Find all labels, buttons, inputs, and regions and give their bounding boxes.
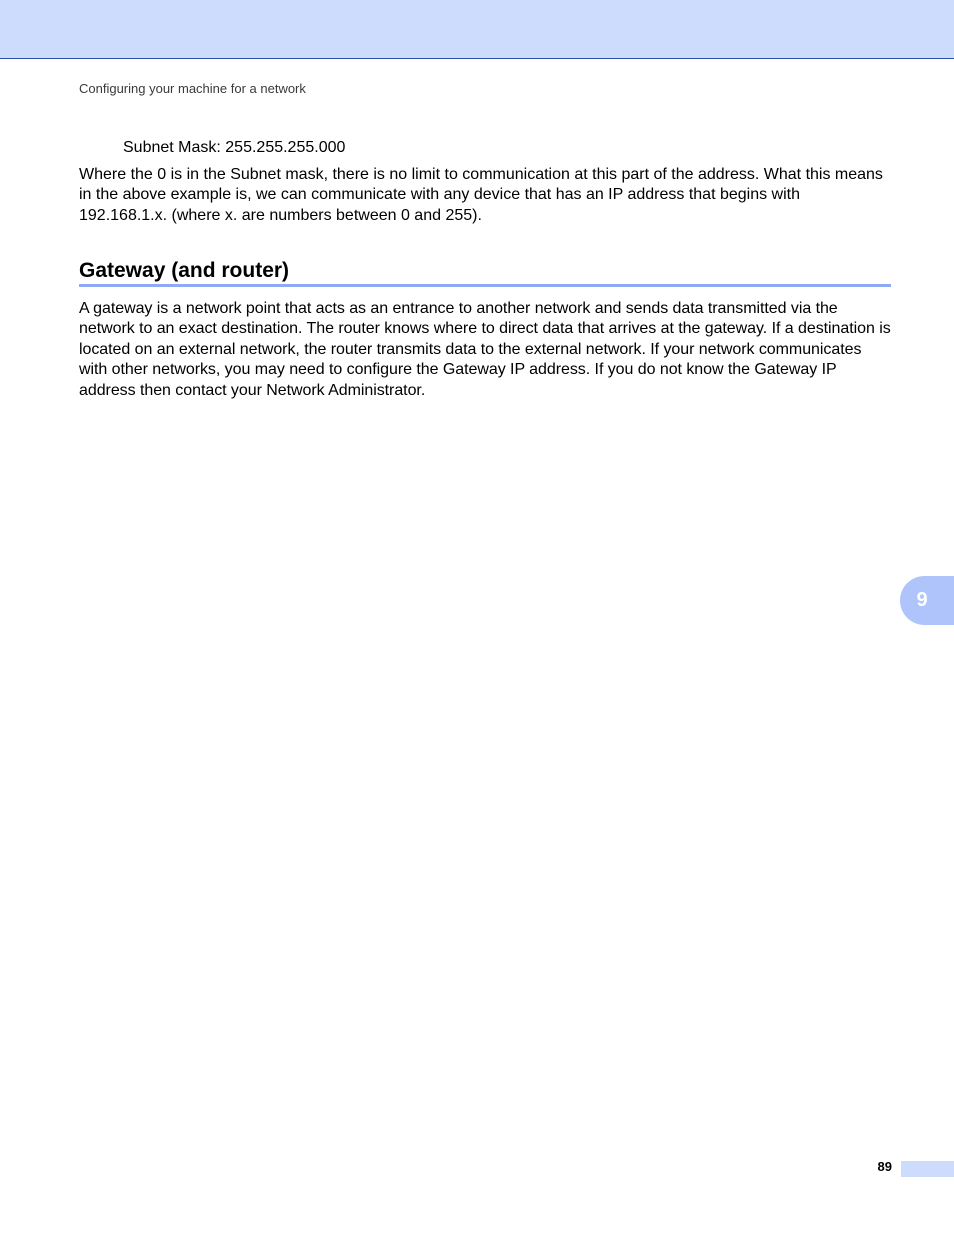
running-header: Configuring your machine for a network	[79, 81, 306, 96]
section-heading	[79, 256, 891, 287]
page-number-bar	[901, 1161, 954, 1177]
section-heading-text: Gateway (and router)	[79, 259, 290, 282]
subnet-explanation-paragraph: Where the 0 is in the Subnet mask, there is no limit to communication at this part of the address. What this means in the above example is, we can communicate with any device that has an IP address that begins with 192.168.1.x. (where x. are numbers between 0 and 255).	[79, 166, 883, 224]
chapter-tab	[900, 576, 954, 625]
header-band	[0, 0, 954, 59]
subnet-mask-example: Subnet Mask: 255.255.255.000	[123, 139, 346, 156]
gateway-paragraph: A gateway is a network point that acts as an entrance to another network and sends data transmitted via the network to an exact destination. The router knows where to direct data that arrives at the gateway. If a destination is located on an external network, the router transmits data to the external network. If your network communicates with other networks, you may need to configure the Gateway IP address. If you do not know the Gateway IP address then contact your Network Administrator.	[79, 300, 891, 399]
page-number: 89	[877, 1159, 892, 1174]
chapter-number: 9	[916, 589, 928, 611]
